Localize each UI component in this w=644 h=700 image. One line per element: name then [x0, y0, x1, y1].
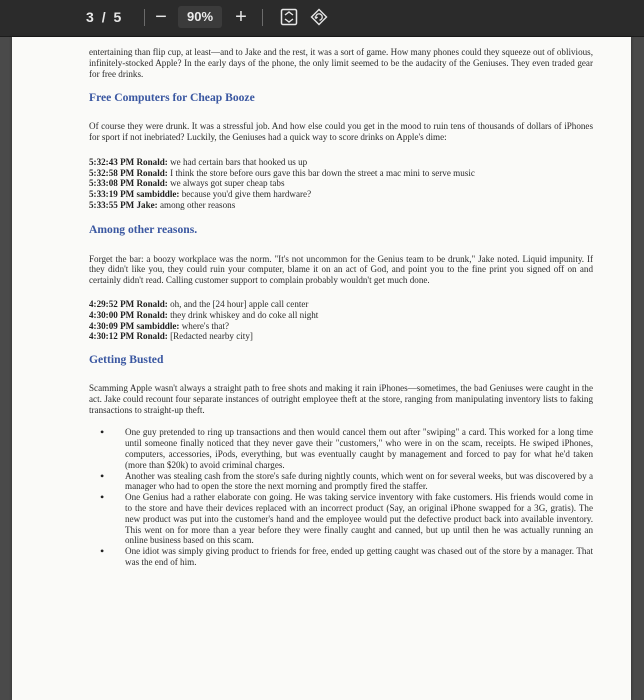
chat-line: 5:33:55 PM Jake: among other reasons	[89, 199, 236, 210]
chat-line: 4:29:52 PM Ronald: oh, and the [24 hour] apple call center	[89, 298, 309, 309]
list-item: • One guy pretended to ring up transactions and then would cancel them out after "swiping" a card. This worked for a long time until someone finally noticed that they never gave their "customers," who were in on the scam, receipts. He swiped iPhones, computers, accessories, iPods, everything, but was eventually caught by management and forced to pay for what he'd taken (more than $20k) to avoid criminal charges.	[125, 427, 593, 470]
list-item: • One idiot was simply giving product to friends for free, ended up getting caught was chased out of the store by a manager. That was the end of him.	[125, 546, 593, 568]
chat-line: 4:30:12 PM Ronald: [Redacted nearby city]	[89, 331, 253, 342]
list-item: • One Genius had a rather elaborate con going. He was taking service inventory with fake customers. His friends would come in to the store and have their devices replaced with an incorrect product (Say, an original iPhone swapped for a 3G, gratis). The new product was put into the customer's hand and the employee would put the defective product back into available inventory. This went on for more than a year before they were finally caught and canned, but up until then he was actually running an online business based on this scam.	[125, 492, 593, 546]
zoom-level-field[interactable]: 90%	[178, 6, 222, 28]
section1-paragraph: Of course they were drunk. It was a stressful job. And how else could you get in the mood to ruin tens of thousands of dollars of iPhones for sport if not inebriated? Luckily, the Geniuses had a quick way to score drinks on Apple's dime:	[89, 121, 593, 142]
section-heading-other-reasons: Among other reasons.	[89, 222, 198, 236]
list-item: • Another was stealing cash from the store's safe during nightly counts, which went on for several weeks, but was discovered by a manager who had to open the store the next morning and promptly fired the staffer.	[125, 471, 593, 493]
page-indicator[interactable]	[86, 9, 122, 25]
chat-line: 5:33:08 PM Ronald: we always got super cheap tabs	[89, 178, 285, 189]
chat-line: 4:30:09 PM sambiddle: where's that?	[89, 320, 230, 331]
document-page	[12, 37, 631, 700]
chat-log-2	[89, 299, 593, 342]
pdf-toolbar	[0, 0, 644, 37]
section3-paragraph: Scamming Apple wasn't always a straight path to free shots and making it rain iPhones—sometimes, the bad Geniuses were caught in the act. Jake could recount four separate instances of outright employee theft at the store, ranging from manipulating inventory lists to faking transactions to straight-up theft.	[89, 382, 593, 415]
chat-line: 4:30:00 PM Ronald: they drink whiskey and do coke all night	[89, 309, 319, 320]
chat-line: 5:32:58 PM Ronald: I think the store before ours gave this bar down the street a mac mini to serve music	[89, 167, 475, 178]
chat-line: 5:32:43 PM Ronald: we had certain bars that hooked us up	[89, 156, 308, 167]
chat-line: 5:33:19 PM sambiddle: because you'd give them hardware?	[89, 189, 312, 200]
zoom-out-button[interactable]: −	[155, 6, 167, 28]
fit-page-icon[interactable]	[280, 8, 298, 26]
toolbar-divider	[144, 9, 145, 26]
section-heading-getting-busted: Getting Busted	[89, 353, 164, 367]
theft-instances-list	[89, 427, 593, 567]
intro-paragraph: entertaining than flip cup, at least—and to Jake and the rest, it was a sort of game. How many phones could they squeeze out of oblivious, infinitely-stocked Apple? In the early days of the phone, the only limit seemed to be the audacity of the Geniuses. They even traded gear for free drinks.	[89, 47, 593, 79]
chat-log-1	[89, 157, 593, 211]
section2-paragraph: Forget the bar: a boozy workplace was the norm. "It's not uncommon for the Genius team to be drunk," Jake noted. Liquid impunity. If they didn't like you, they could ruin your computer, blame it on an act of God, and point you to the fine print you signed off on and certainly didn't read. Calling customer support to complain probably wouldn't get much done.	[89, 253, 593, 286]
section-heading-free-computers: Free Computers for Cheap Booze	[89, 91, 255, 105]
page-content	[89, 47, 593, 568]
total-pages: 5	[113, 9, 122, 25]
rotate-icon[interactable]	[310, 8, 328, 26]
current-page-number[interactable]: 3	[86, 9, 95, 25]
toolbar-divider	[262, 9, 263, 26]
zoom-in-button[interactable]: +	[235, 6, 247, 28]
page-separator: /	[101, 9, 107, 25]
